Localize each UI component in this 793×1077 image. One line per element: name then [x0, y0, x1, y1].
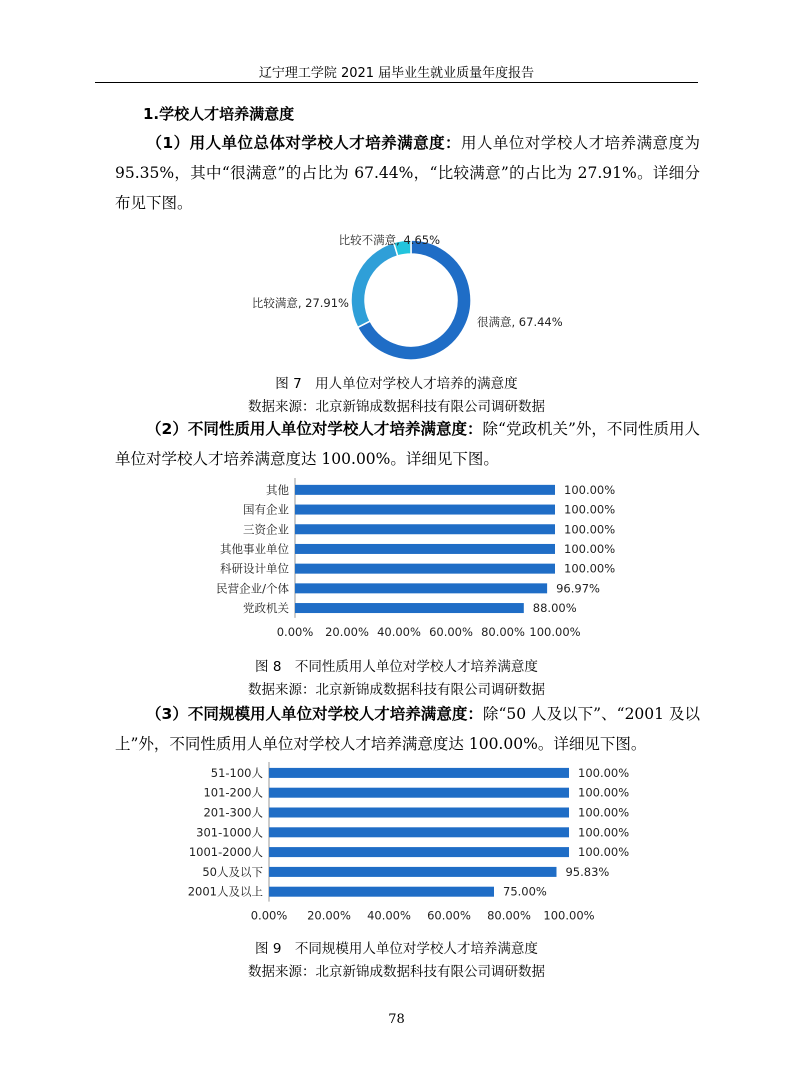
bar-category-label: 三资企业: [243, 522, 289, 537]
bar-tick-label: 0.00%: [250, 908, 288, 923]
paragraph-by-type-text: 除“党政机关”外，不同性质用人单位对学校人才培养满意度达 100.00%。详细见下图。: [115, 420, 700, 468]
figure-8-caption: 图 8 不同性质用人单位对学校人才培养满意度: [255, 659, 538, 675]
bar: [295, 603, 524, 613]
bar-tick-label: 20.00%: [307, 908, 351, 923]
donut-slice-label: 很满意, 67.44%: [477, 315, 563, 329]
bar-value-label: 100.00%: [578, 765, 630, 780]
bar-category-label: 101-200人: [203, 785, 263, 800]
paragraph-overall: [115, 128, 700, 218]
figure-9-source: 数据来源：北京新锦成数据科技有限公司调研数据: [248, 964, 545, 980]
paragraph-by-size-lead: （3）不同规模用人单位对学校人才培养满意度：: [146, 705, 483, 723]
bar: [295, 524, 555, 534]
paragraph-overall-lead: （1）用人单位总体对学校人才培养满意度：: [146, 134, 461, 152]
bar-category-label: 2001人及以上: [187, 884, 263, 899]
bar-category-label: 其他: [266, 482, 289, 497]
bar: [269, 808, 569, 818]
bar: [269, 827, 569, 837]
bar-tick-label: 0.00%: [276, 624, 314, 639]
bar-value-label: 100.00%: [564, 541, 616, 556]
bar: [295, 485, 555, 495]
bar: [295, 505, 555, 515]
bar-category-label: 1001-2000人: [188, 845, 263, 860]
section-title: 1.学校人才培养满意度: [143, 105, 295, 123]
bar-category-label: 国有企业: [243, 502, 289, 517]
bar-tick-label: 80.00%: [487, 908, 531, 923]
paragraph-by-type: [115, 414, 700, 474]
bar-value-label: 88.00%: [532, 601, 577, 616]
bar-value-label: 100.00%: [578, 825, 630, 840]
bar-category-label: 50人及以下: [202, 864, 263, 879]
bar-tick-label: 60.00%: [429, 624, 473, 639]
figure-8-source: 数据来源：北京新锦成数据科技有限公司调研数据: [248, 682, 545, 698]
bar-category-label: 民营企业/个体: [216, 581, 289, 596]
bar-tick-label: 40.00%: [377, 624, 421, 639]
bar-value-label: 75.00%: [503, 884, 547, 899]
bar-value-label: 100.00%: [578, 845, 630, 860]
bar-category-label: 党政机关: [243, 601, 289, 616]
bar-value-label: 100.00%: [578, 785, 630, 800]
bar: [269, 847, 569, 857]
donut-chart-overall-satisfaction: [215, 226, 595, 368]
bar-chart-by-unit-type: [180, 478, 640, 650]
bar-value-label: 100.00%: [564, 502, 616, 517]
bar-category-label: 201-300人: [203, 805, 263, 820]
page-header: 辽宁理工学院 2021 届毕业生就业质量年度报告: [258, 66, 535, 81]
bar-category-label: 科研设计单位: [220, 561, 289, 576]
bar-tick-label: 100.00%: [529, 624, 581, 639]
bar-category-label: 301-1000人: [196, 825, 263, 840]
figure-7-source: 数据来源：北京新锦成数据科技有限公司调研数据: [248, 399, 545, 415]
figure-9-caption: 图 9 不同规模用人单位对学校人才培养满意度: [255, 941, 538, 957]
bar-tick-label: 20.00%: [325, 624, 369, 639]
bar-category-label: 51-100人: [210, 765, 263, 780]
paragraph-by-type-lead: （2）不同性质用人单位对学校人才培养满意度：: [146, 420, 483, 438]
bar-value-label: 100.00%: [578, 805, 630, 820]
bar-value-label: 96.97%: [556, 581, 600, 596]
paragraph-by-size-text: 除“50 人及以下”、“2001 及以上”外，不同性质用人单位对学校人才培养满意度达 100.00%。详细见下图。: [115, 705, 700, 753]
bar: [269, 887, 494, 897]
bar-tick-label: 60.00%: [427, 908, 471, 923]
bar-category-label: 其他事业单位: [220, 541, 289, 556]
bar-tick-label: 80.00%: [481, 624, 525, 639]
bar: [269, 768, 569, 778]
paragraph-by-size: [115, 699, 700, 759]
page-number: 78: [388, 1012, 405, 1027]
figure-7-caption: 图 7 用人单位对学校人才培养的满意度: [275, 376, 518, 392]
donut-slice-label: 比较不满意, 4.65%: [338, 233, 440, 247]
bar: [269, 867, 556, 877]
bar-value-label: 100.00%: [564, 522, 616, 537]
bar-value-label: 95.83%: [565, 864, 610, 879]
bar-tick-label: 100.00%: [543, 908, 595, 923]
bar-value-label: 100.00%: [564, 561, 616, 576]
bar: [295, 544, 555, 554]
paragraph-overall-text: 用人单位对学校人才培养满意度为95.35%，其中“很满意”的占比为 67.44%，“比较满意”的占比为 27.91%。详细分布见下图。: [115, 134, 700, 212]
header-rule: [95, 82, 698, 83]
donut-slice: [351, 243, 398, 328]
donut-slice-label: 比较满意, 27.91%: [251, 296, 349, 310]
bar-chart-by-unit-size: [180, 762, 640, 932]
bar: [295, 564, 555, 574]
bar: [295, 583, 547, 593]
bar-value-label: 100.00%: [564, 482, 616, 497]
bar-tick-label: 40.00%: [367, 908, 411, 923]
bar: [269, 788, 569, 798]
